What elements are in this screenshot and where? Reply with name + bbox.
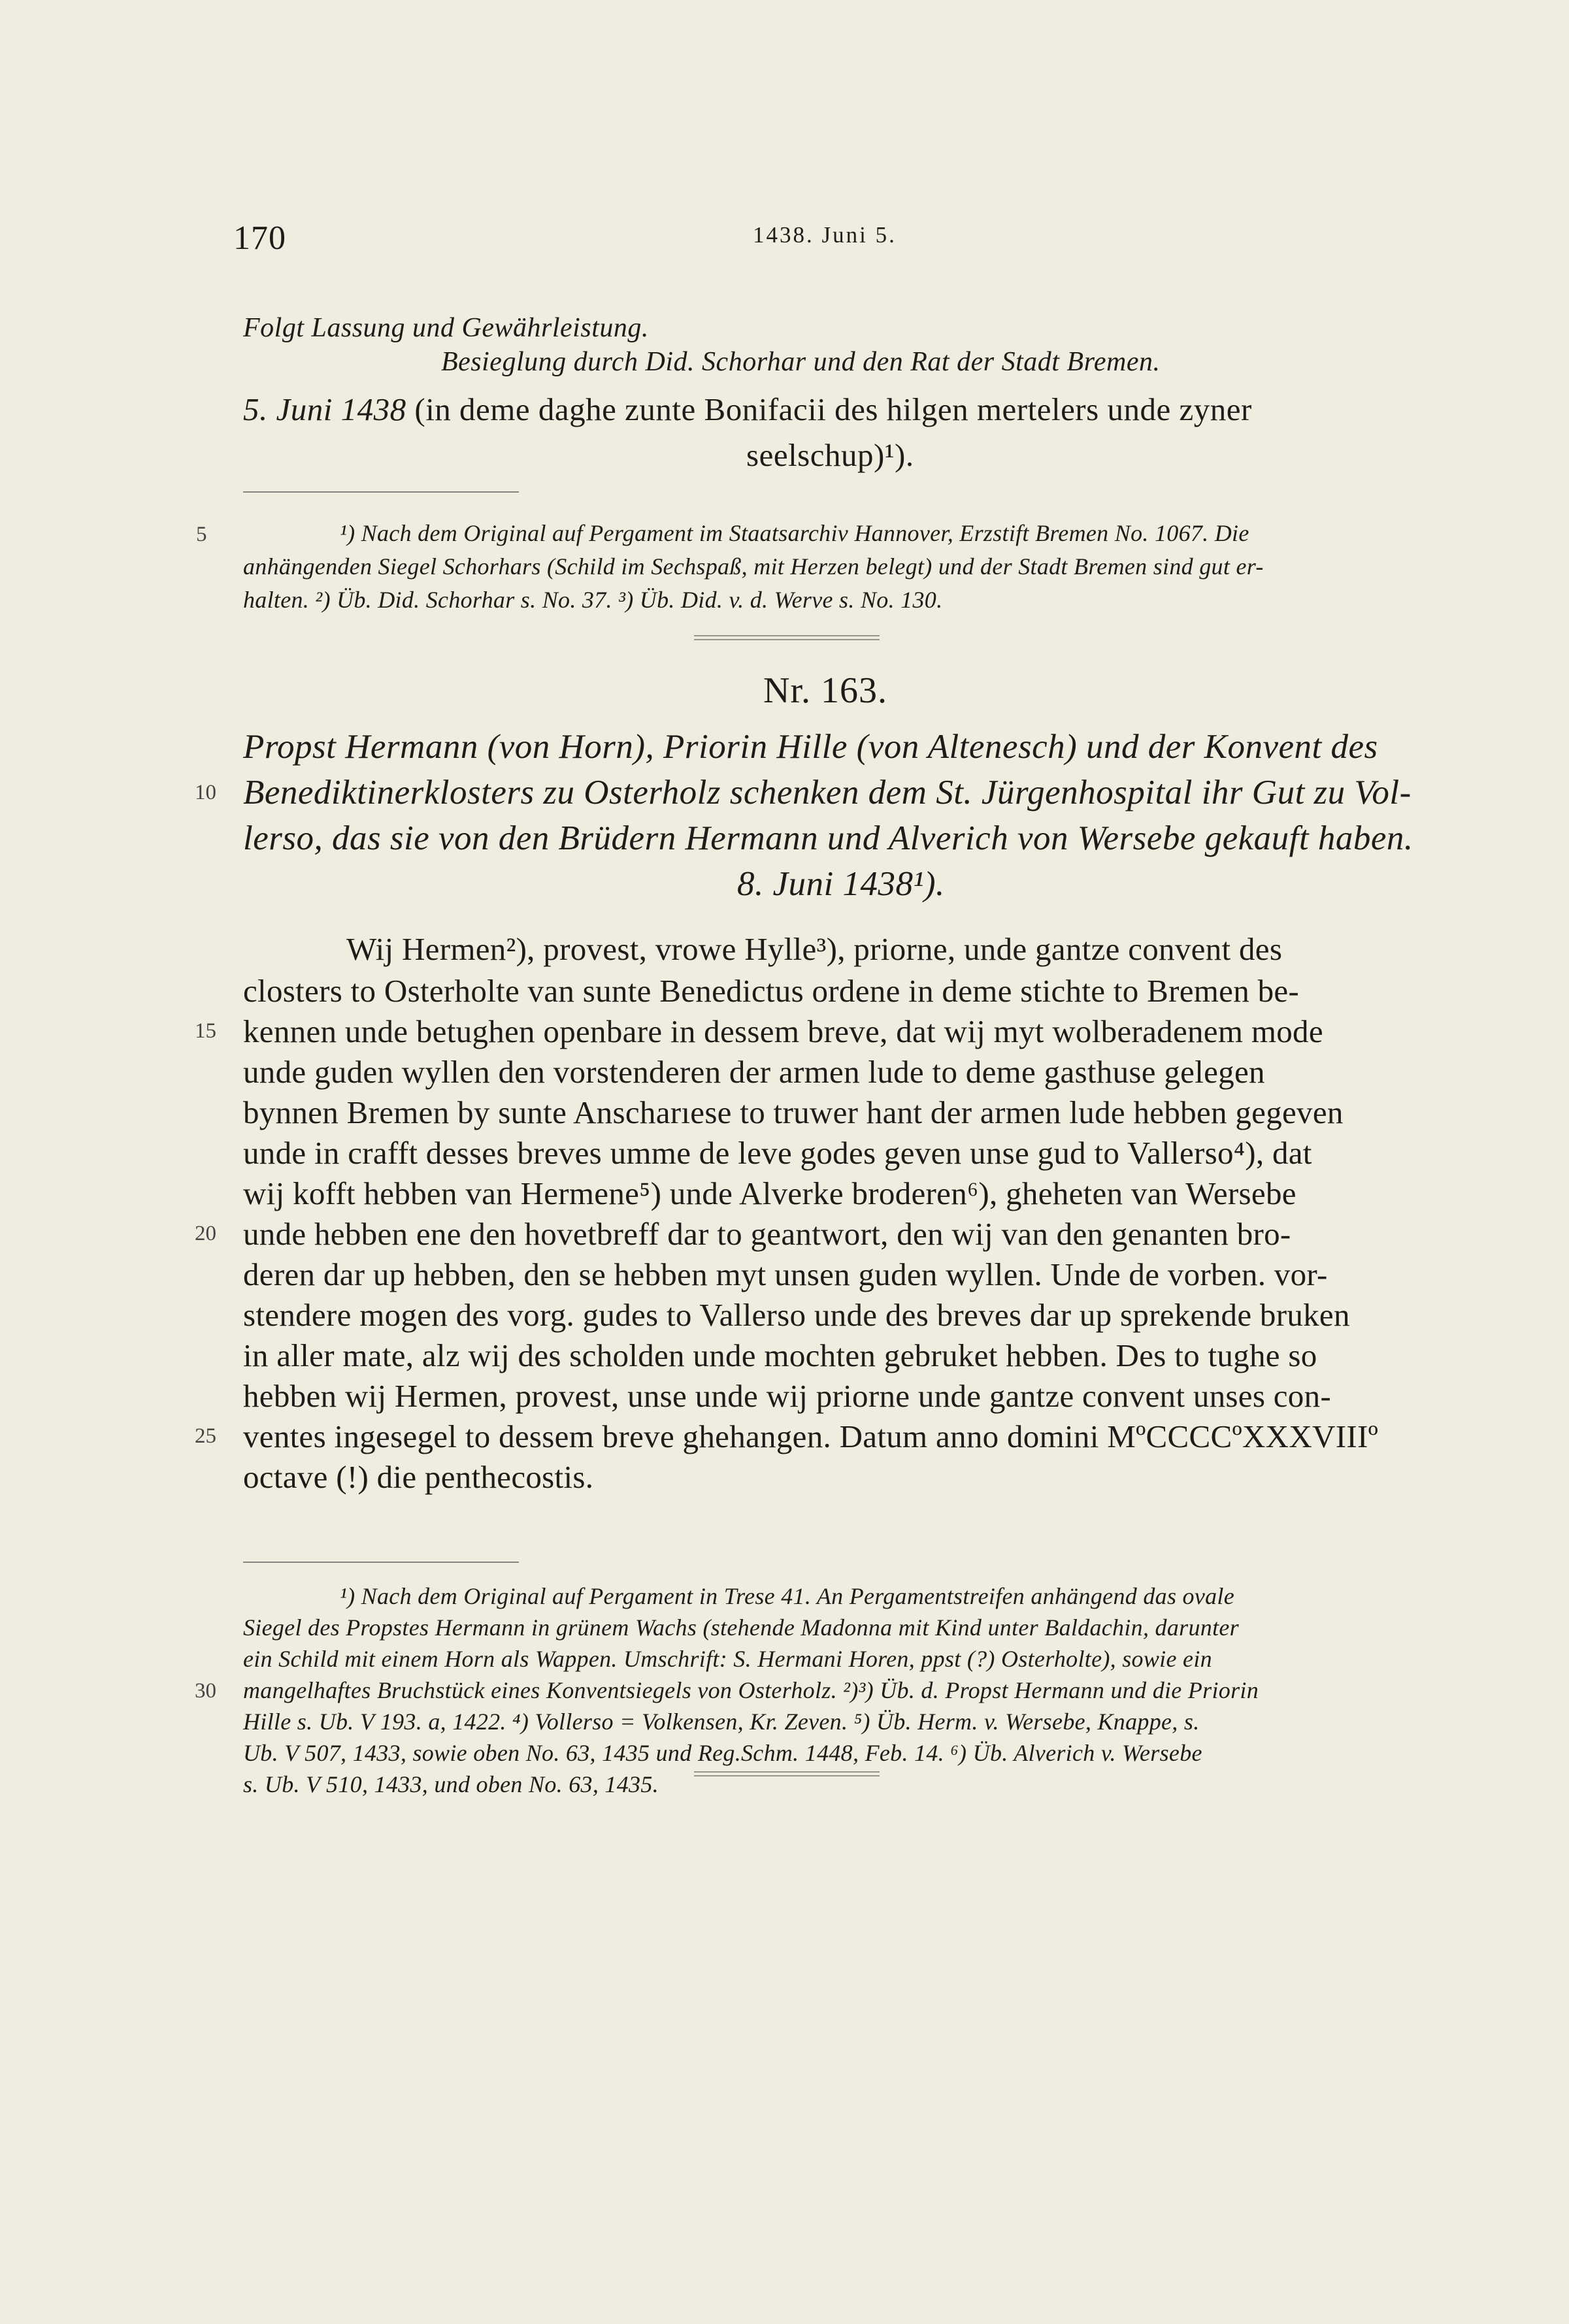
text-line: bynnen Bremen by sunte Anscharıese to truwer hant der armen lude hebben gegeven: [243, 1094, 1344, 1130]
text-line: unde hebben ene den hovetbreff dar to geantwort, den wij van den genanten bro-: [243, 1216, 1291, 1252]
text-line: deren dar up hebben, den se hebben myt unsen guden wyllen. Unde de vorben. vor-: [243, 1256, 1328, 1292]
footnote-line: ¹) Nach dem Original auf Pergament im Staatsarchiv Hannover, Erzstift Bremen No. 1067. Die: [340, 520, 1249, 546]
line-number: 30: [195, 1679, 216, 1703]
footnote-line: Ub. V 507, 1433, sowie oben No. 63, 1435 und Reg.Schm. 1448, Feb. 14. ⁶) Üb. Alverich v. Wersebe: [243, 1740, 1202, 1766]
text-line: unde guden wyllen den vorstenderen der armen lude to deme gasthuse gelegen: [243, 1054, 1265, 1090]
document-divider: [694, 635, 880, 640]
footnote-line: ¹) Nach dem Original auf Pergament in Trese 41. An Pergamentstreifen anhängend das ovale: [340, 1583, 1235, 1609]
text-line: closters to Osterholte van sunte Benedictus ordene in deme stichte to Bremen be-: [243, 973, 1300, 1009]
text-line: stendere mogen des vorg. gudes to Vallerso unde des breves dar up sprekende bruken: [243, 1297, 1350, 1333]
text-line: wij kofft hebben van Hermene⁵) unde Alverke broderen⁶), gheheten van Wersebe: [243, 1175, 1296, 1211]
footnote-line: halten. ²) Üb. Did. Schorhar s. No. 37. ³) Üb. Did. v. d. Werve s. No. 130.: [243, 587, 943, 613]
footnote-line: Siegel des Propstes Hermann in grünem Wachs (stehende Madonna mit Kind unter Baldachin, darunter: [243, 1614, 1239, 1641]
footnote-line: mangelhaftes Bruchstück eines Konventsiegels von Osterholz. ²)³) Üb. d. Propst Hermann und die Priorin: [243, 1677, 1259, 1703]
previous-date-text: (in deme daghe zunte Bonifacii des hilgen mertelers unde zyner: [406, 391, 1252, 427]
previous-date: 5. Juni 1438: [243, 391, 406, 427]
text-line: kennen unde betughen openbare in dessem breve, dat wij myt wolberadenem mode: [243, 1013, 1323, 1049]
regest-line: lerso, das sie von den Brüdern Hermann und Alverich von Wersebe gekauft haben.: [243, 819, 1413, 857]
line-number: 5: [196, 523, 207, 546]
page-number: 170: [233, 220, 286, 257]
text-line: Wij Hermen²), provest, vrowe Hylle³), priorne, unde gantze convent des: [346, 931, 1283, 967]
line-number: 20: [195, 1222, 216, 1245]
footnote-line: s. Ub. V 510, 1433, und oben No. 63, 1435.: [243, 1771, 659, 1797]
document-number: Nr. 163.: [763, 670, 887, 711]
line-number: 25: [195, 1424, 216, 1448]
footnote-rule: [243, 1562, 519, 1563]
running-head: 1438. Juni 5.: [753, 222, 897, 248]
text-line: hebben wij Hermen, provest, unse unde wij priorne unde gantze convent unses con-: [243, 1378, 1332, 1414]
text-line: octave (!) die penthecostis.: [243, 1459, 594, 1495]
line-number: 10: [195, 781, 216, 804]
previous-note-line: Folgt Lassung und Gewährleistung.: [243, 313, 649, 343]
text-line: unde in crafft desses breves umme de leve godes geven unse gud to Vallerso⁴), dat: [243, 1135, 1312, 1171]
line-number: 15: [195, 1019, 216, 1043]
regest-date: 8. Juni 1438¹).: [737, 865, 945, 903]
footnote-rule: [243, 491, 519, 493]
regest-line: Propst Hermann (von Horn), Priorin Hille (von Altenesch) und der Konvent des: [243, 728, 1378, 766]
text-line: in aller mate, alz wij des scholden unde mochten gebruket hebben. Des to tughe so: [243, 1337, 1317, 1373]
regest-line: Benediktinerklosters zu Osterholz schenken dem St. Jürgenhospital ihr Gut zu Vol-: [243, 774, 1412, 811]
previous-date-line: [243, 391, 1252, 428]
footnote-line: Hille s. Ub. V 193. a, 1422. ⁴) Vollerso = Volkensen, Kr. Zeven. ⁵) Üb. Herm. v. Wersebe, Knappe, s.: [243, 1709, 1200, 1735]
document-divider: [694, 1771, 880, 1776]
previous-date-line: seelschup)¹).: [746, 437, 914, 473]
footnote-line: ein Schild mit einem Horn als Wappen. Umschrift: S. Hermani Horen, ppst (?) Osterholte), sowie ein: [243, 1646, 1212, 1672]
footnote-line: anhängenden Siegel Schorhars (Schild im Sechspaß, mit Herzen belegt) und der Stadt Bremen sind gut er-: [243, 553, 1264, 580]
previous-note-line: Besieglung durch Did. Schorhar und den Rat der Stadt Bremen.: [441, 347, 1161, 377]
text-line: ventes ingesegel to dessem breve ghehangen. Datum anno domini MºCCCCºXXXVIIIº: [243, 1418, 1379, 1454]
